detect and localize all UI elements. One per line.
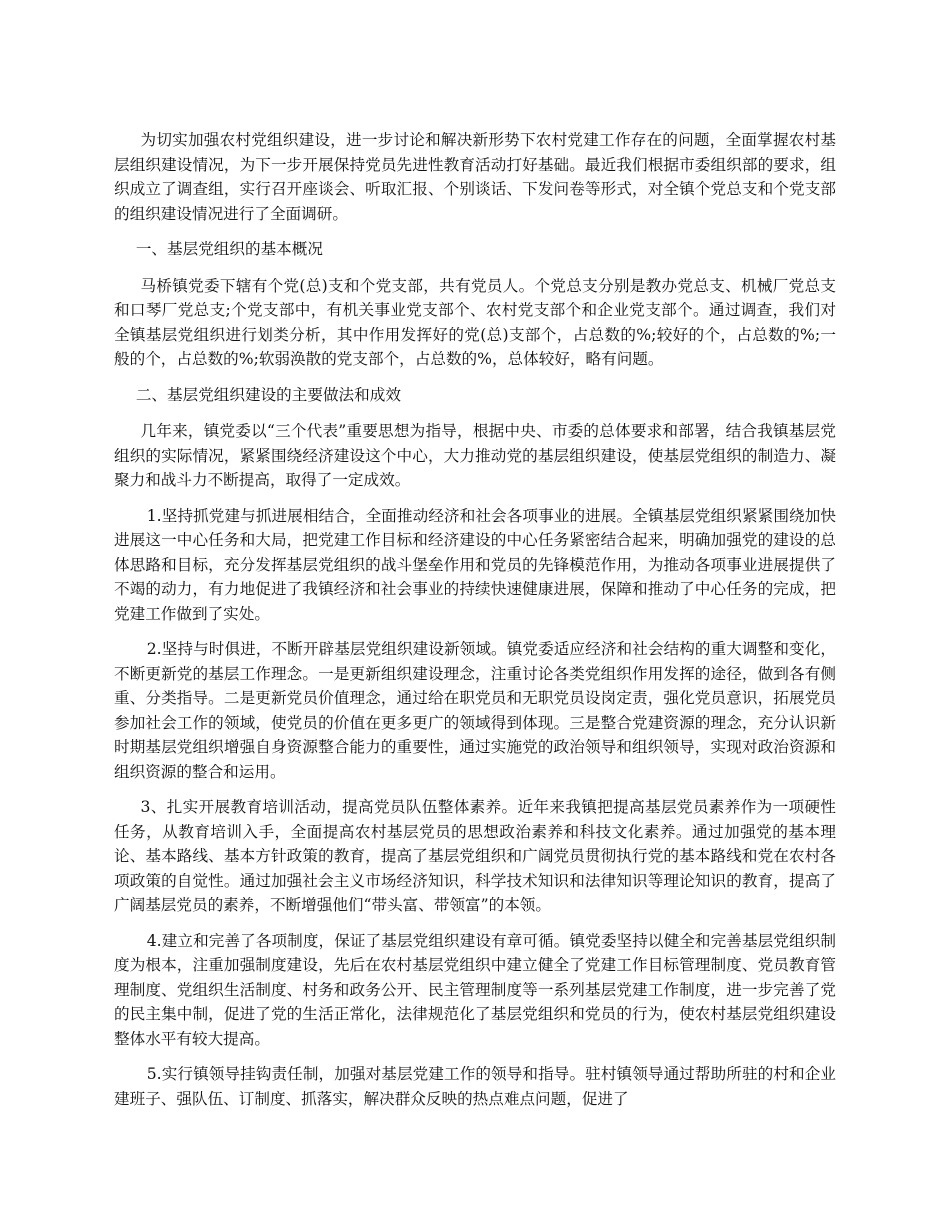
practices-intro-paragraph: 几年来，镇党委以“三个代表”重要思想为指导，根据中央、市委的总体要求和部署，结合我镇基层党组织的实际情况，紧紧围绕经济建设这个中心，大力推动党的基层组织建设，使基层党组织的制造力、凝聚力和战斗力不断提高，取得了一定成效。: [114, 422, 836, 489]
practice-item-2: 2.坚持与时俱进，不断开辟基层党组织建设新领域。镇党委适应经济和社会结构的重大调整和变化，不断更新党的基层工作理念。一是更新组织建设理念，注重讨论各类党组织作用发挥的途径，做到各有侧重、分类指导。二是更新党员价值理念，通过给在职党员和无职党员设岗定责，强化党员意识，拓展党员参加社会工作的领域，使党员的价值在更多更广的领域得到体现。三是整合党建资源的理念，充分认识新时期基层党组织增强自身资源整合能力的重要性，通过实施党的政治领导和组织领导，实现对政治资源和组织资源的整合和运用。: [114, 640, 836, 781]
intro-paragraph: 为切实加强农村党组织建设，进一步讨论和解决新形势下农村党建工作存在的问题，全面掌握农村基层组织建设情况，为下一步开展保持党员先进性教育活动打好基础。最近我们根据市委组织部的要求，组织成立了调查组，实行召开座谈会、听取汇报、个别谈话、下发问卷等形式，对全镇个党总支和个党支部的组织建设情况进行了全面调研。: [114, 131, 836, 223]
section-heading-practices: 二、基层党组织建设的主要做法和成效: [135, 385, 401, 404]
practice-item-3: 3、扎实开展教育培训活动，提高党员队伍整体素养。近年来我镇把提高基层党员素养作为一项硬性任务，从教育培训入手，全面提高农村基层党员的思想政治素养和科技文化素养。通过加强党的基本理论、基本路线、基本方针政策的教育，提高了基层党组织和广阔党员贯彻执行党的基本路线和党在农村各项政策的自觉性。通过加强社会主义市场经济知识，科学技术知识和法律知识等理论知识的教育，提高了广阔基层党员的素养，不断增强他们“带头富、带领富”的本领。: [114, 798, 836, 914]
practice-item-1: 1.坚持抓党建与抓进展相结合，全面推动经济和社会各项事业的进展。全镇基层党组织紧紧围绕加快进展这一中心任务和大局，把党建工作目标和经济建设的中心任务紧密结合起来，明确加强党的建设的总体思路和目标，充分发挥基层党组织的战斗堡垒作用和党员的先锋模范作用，为推动各项事业进展提供了不竭的动力，有力地促进了我镇经济和社会事业的持续快速健康进展，保障和推动了中心任务的完成，把党建工作做到了实处。: [114, 506, 836, 623]
document-body: [114, 128, 836, 1122]
practice-item-4: 4.建立和完善了各项制度，保证了基层党组织建设有章可循。镇党委坚持以健全和完善基层党组织制度为根本，注重加强制度建设，先后在农村基层党组织中建立健全了党建工作目标管理制度、党员教育管理制度、党组织生活制度、村务和政务公开、民主管理制度等一系列基层党建工作制度，进一步完善了党的民主集中制，促进了党的生活正常化，法律规范化了基层党组织和党员的行为，使农村基层党组织建设整体水平有较大提高。: [114, 931, 836, 1048]
practice-item-5: 5.实行镇领导挂钩责任制，加强对基层党建工作的领导和指导。驻村镇领导通过帮助所驻的村和企业建班子、强队伍、订制度、抓落实，解决群众反映的热点难点问题，促进了: [114, 1065, 836, 1108]
section-heading-overview: 一、基层党组织的基本概况: [135, 240, 323, 258]
overview-paragraph: 马桥镇党委下辖有个党(总)支和个党支部，共有党员人。个党总支分别是教办党总支、机械厂党总支和口琴厂党总支;个党支部中，有机关事业党支部个、农村党支部个和企业党支部个。通过调查，我们对全镇基层党组织进行划类分析，其中作用发挥好的党(总)支部个，占总数的%;较好的个，占总数的%;一般的个，占总数的%;软弱涣散的党支部个，占总数的%，总体较好，略有问题。: [114, 276, 836, 368]
